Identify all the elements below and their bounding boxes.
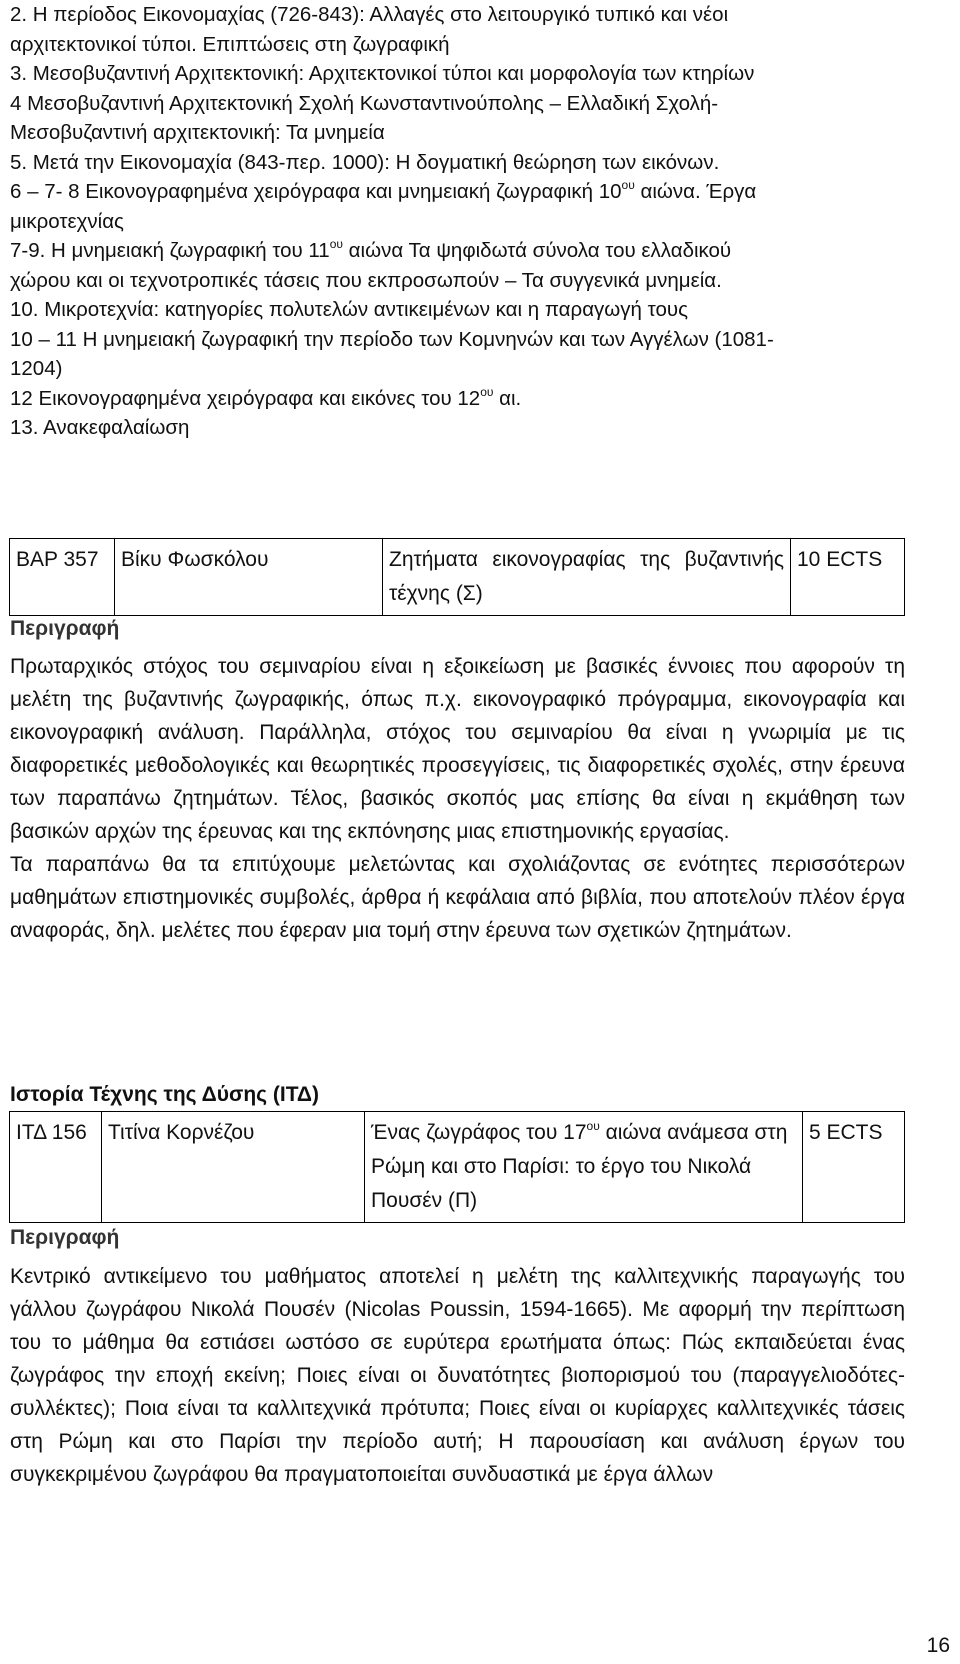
course-code: ΒΑΡ 357: [10, 539, 115, 616]
course-instructor: Τιτίνα Κορνέζου: [102, 1112, 365, 1223]
course-instructor: Βίκυ Φωσκόλου: [115, 539, 383, 616]
table-row: [10, 1112, 905, 1223]
outline-line: 5. Μετά την Εικονομαχία (843-περ. 1000): Η δογματική θεώρηση των εικόνων.: [10, 150, 720, 174]
outline-line: 10 – 11 Η μνημειακή ζωγραφική την περίοδο των Κομνηνών και των Αγγέλων (1081-: [10, 327, 774, 351]
course-description: [10, 1260, 905, 1491]
course-table-bar357: [9, 538, 905, 616]
description-heading: Περιγραφή: [10, 1226, 120, 1249]
description-heading: Περιγραφή: [10, 617, 120, 640]
course-table-itd156: [9, 1111, 905, 1223]
outline-line: 10. Μικροτεχνία: κατηγορίες πολυτελών αντικειμένων και η παραγωγή τους: [10, 298, 688, 321]
outline-line: 6 – 7- 8 Εικονογραφημένα χειρόγραφα και μνημειακή ζωγραφική $10^{o\upsilon}$ αιώνα. Έργα: [10, 178, 757, 203]
description-paragraph: Πρωταρχικός στόχος του σεμιναρίου είναι η εξοικείωση με βασικές έννοιες που αφορούν τη μελέτη της βυζαντινής ζωγραφικής, όπως π.χ. εικονογραφικό πρόγραμμα, εικονογραφία και εικονογραφική ανάλυση. Παράλληλα, στόχος του σεμιναρίου θα είναι η γνωριμία με τις διαφορετικές μεθοδολογικές και θεωρητικές προσεγγίσεις, τις διαφορετικές σχολές, στην έρευνα των παραπάνω ζητημάτων. Τέλος, βασικός σκοπός μας επίσης θα είναι η εκμάθηση των βασικών αρχών της έρευνας και της εκπόνησης μιας επιστημονικής εργασίας.: [10, 655, 905, 843]
table-row: [10, 539, 905, 616]
outline-line: 4 Μεσοβυζαντινή Αρχιτεκτονική Σχολή Κωνσταντινούπολης – Ελλαδική Σχολή-: [10, 91, 719, 115]
course-ects: 5 ECTS: [803, 1112, 905, 1223]
outline-line: 7-9. Η μνημειακή ζωγραφική του $11^{o\upsilon}$ αιώνα Τα ψηφιδωτά σύνολα του ελλαδικού: [10, 237, 732, 262]
outline-line: 1204): [10, 357, 63, 380]
outline-line: 2. Η περίοδος Εικονομαχίας (726-843): Αλλαγές στο λειτουργικό τυπικό και νέοι: [10, 3, 729, 26]
outline-line: 13. Ανακεφαλαίωση: [10, 416, 190, 439]
course-title: Ένας ζωγράφος του $17^{o\upsilon}$ αιώνα ανάμεσα στη Ρώμη και στο Παρίσι: το έργο του Νικολά Πουσέν (Π): [365, 1112, 803, 1223]
description-paragraph: Τα παραπάνω θα τα επιτύχουμε μελετώντας και σχολιάζοντας σε ενότητες περισσότερων μαθημάτων επιστημονικές συμβολές, άρθρα ή κεφάλαια από βιβλία, που αποτελούν πλέον έργα αναφοράς, δηλ. μελέτες που έφεραν μια τομή στην έρευνα των σχετικών ζητημάτων.: [10, 853, 905, 942]
course-code: ΙΤΔ 156: [10, 1112, 102, 1223]
description-paragraph: Κεντρικό αντικείμενο του μαθήματος αποτελεί η μελέτη της καλλιτεχνικής παραγωγής του γάλλου ζωγράφου Νικολά Πουσέν (Nicolas Poussin, 1594-1665). Με αφορμή την περίπτωση του το μάθημα θα εστιάσει ωστόσο σε ευρύτερα ερωτήματα όπως: Πώς εκπαιδεύεται ένας ζωγράφος την εποχή εκείνη; Ποιες είναι οι δυνατότητες βιοπορισμού του (παραγγελιοδότες-συλλέκτες); Ποια είναι τα καλλιτεχνικά πρότυπα; Ποιες είναι οι κυρίαρχες καλλιτεχνικές τάσεις στη Ρώμη και στο Παρίσι την περίοδο αυτή; Η παρουσίαση και ανάλυση έργων του συγκεκριμένου ζωγράφου θα πραγματοποιείται συνδυαστικά με έργα άλλων: [10, 1265, 905, 1486]
outline-line: αρχιτεκτονικοί τύποι. Επιπτώσεις στη ζωγραφική: [10, 32, 450, 56]
section-title: Ιστορία Τέχνης της Δύσης (ΙΤΔ): [10, 1083, 319, 1106]
outline-line: 12 Εικονογραφημένα χειρόγραφα και εικόνες του $12^{o\upsilon}$ αι.: [10, 384, 522, 410]
course-outline-list: [10, 0, 955, 443]
course-ects: 10 ECTS: [791, 539, 905, 616]
outline-line: 3. Μεσοβυζαντινή Αρχιτεκτονική: Αρχιτεκτονικοί τύποι και μορφολογία των κτηρίων: [10, 62, 755, 85]
outline-line: χώρου και οι τεχνοτροπικές τάσεις που εκπροσωπούν – Τα συγγενικά μνημεία.: [10, 268, 722, 292]
outline-line: Μεσοβυζαντινή αρχιτεκτονική: Τα μνημεία: [10, 121, 385, 144]
outline-line: μικροτεχνίας: [10, 209, 124, 233]
page-number: 16: [926, 1634, 950, 1657]
course-description: [10, 650, 905, 947]
course-title: Ζητήματα εικονογραφίας της βυζαντινής τέχνης (Σ): [383, 539, 791, 616]
